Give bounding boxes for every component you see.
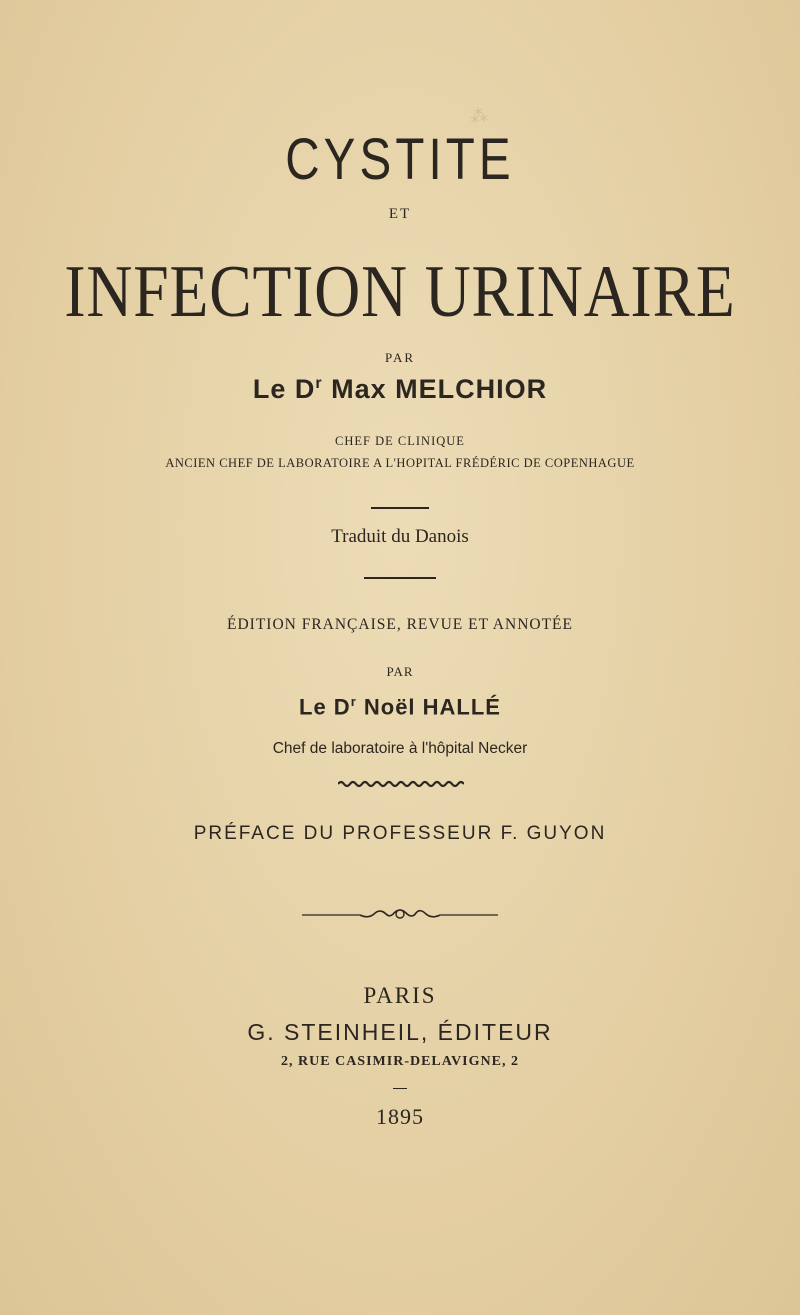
year-dash bbox=[393, 1088, 407, 1089]
wavy-ornament-rule bbox=[338, 779, 464, 789]
editor-name bbox=[0, 694, 800, 720]
divider-rule-2 bbox=[364, 577, 436, 579]
title-line-1: CYSTITE bbox=[285, 127, 515, 192]
divider-rule-1 bbox=[371, 507, 429, 509]
title-conjunction: ET bbox=[388, 206, 412, 222]
by-label: PAR bbox=[384, 350, 416, 365]
imprint-publisher: G. STEINHEIL, ÉDITEUR bbox=[247, 1019, 553, 1045]
author-name bbox=[0, 374, 800, 405]
imprint-year: 1895 bbox=[376, 1104, 424, 1129]
edition-note: ÉDITION FRANÇAISE, REVUE ET ANNOTÉE bbox=[227, 616, 573, 633]
preface-note: PRÉFACE DU PROFESSEUR F. GUYON bbox=[193, 823, 607, 844]
author-role-1: CHEF DE CLINIQUE bbox=[335, 434, 465, 448]
printer-ornament bbox=[302, 905, 498, 925]
author-surname: Max MELCHIOR bbox=[322, 374, 548, 404]
imprint-address: 2, RUE CASIMIR-DELAVIGNE, 2 bbox=[281, 1054, 519, 1069]
author-prefix: Le D bbox=[252, 374, 316, 404]
bleed-through-stamp: ⁂ bbox=[468, 104, 490, 128]
editor-role: Chef de laboratoire à l'hôpital Necker bbox=[272, 740, 528, 757]
author-role-2: ANCIEN CHEF DE LABORATOIRE A L'HOPITAL FRÉDÉRIC DE COPENHAGUE bbox=[165, 456, 635, 470]
editor-surname: Noël HALLÉ bbox=[356, 694, 501, 720]
editor-prefix: Le D bbox=[299, 694, 351, 720]
editor-prefix-sup: r bbox=[350, 694, 357, 709]
title-line-2: INFECTION URINAIRE bbox=[64, 251, 736, 333]
by-label-2: PAR bbox=[386, 664, 414, 679]
translation-note: Traduit du Danois bbox=[331, 526, 469, 547]
author-prefix-sup: r bbox=[315, 375, 323, 392]
imprint-city: PARIS bbox=[363, 983, 437, 1008]
